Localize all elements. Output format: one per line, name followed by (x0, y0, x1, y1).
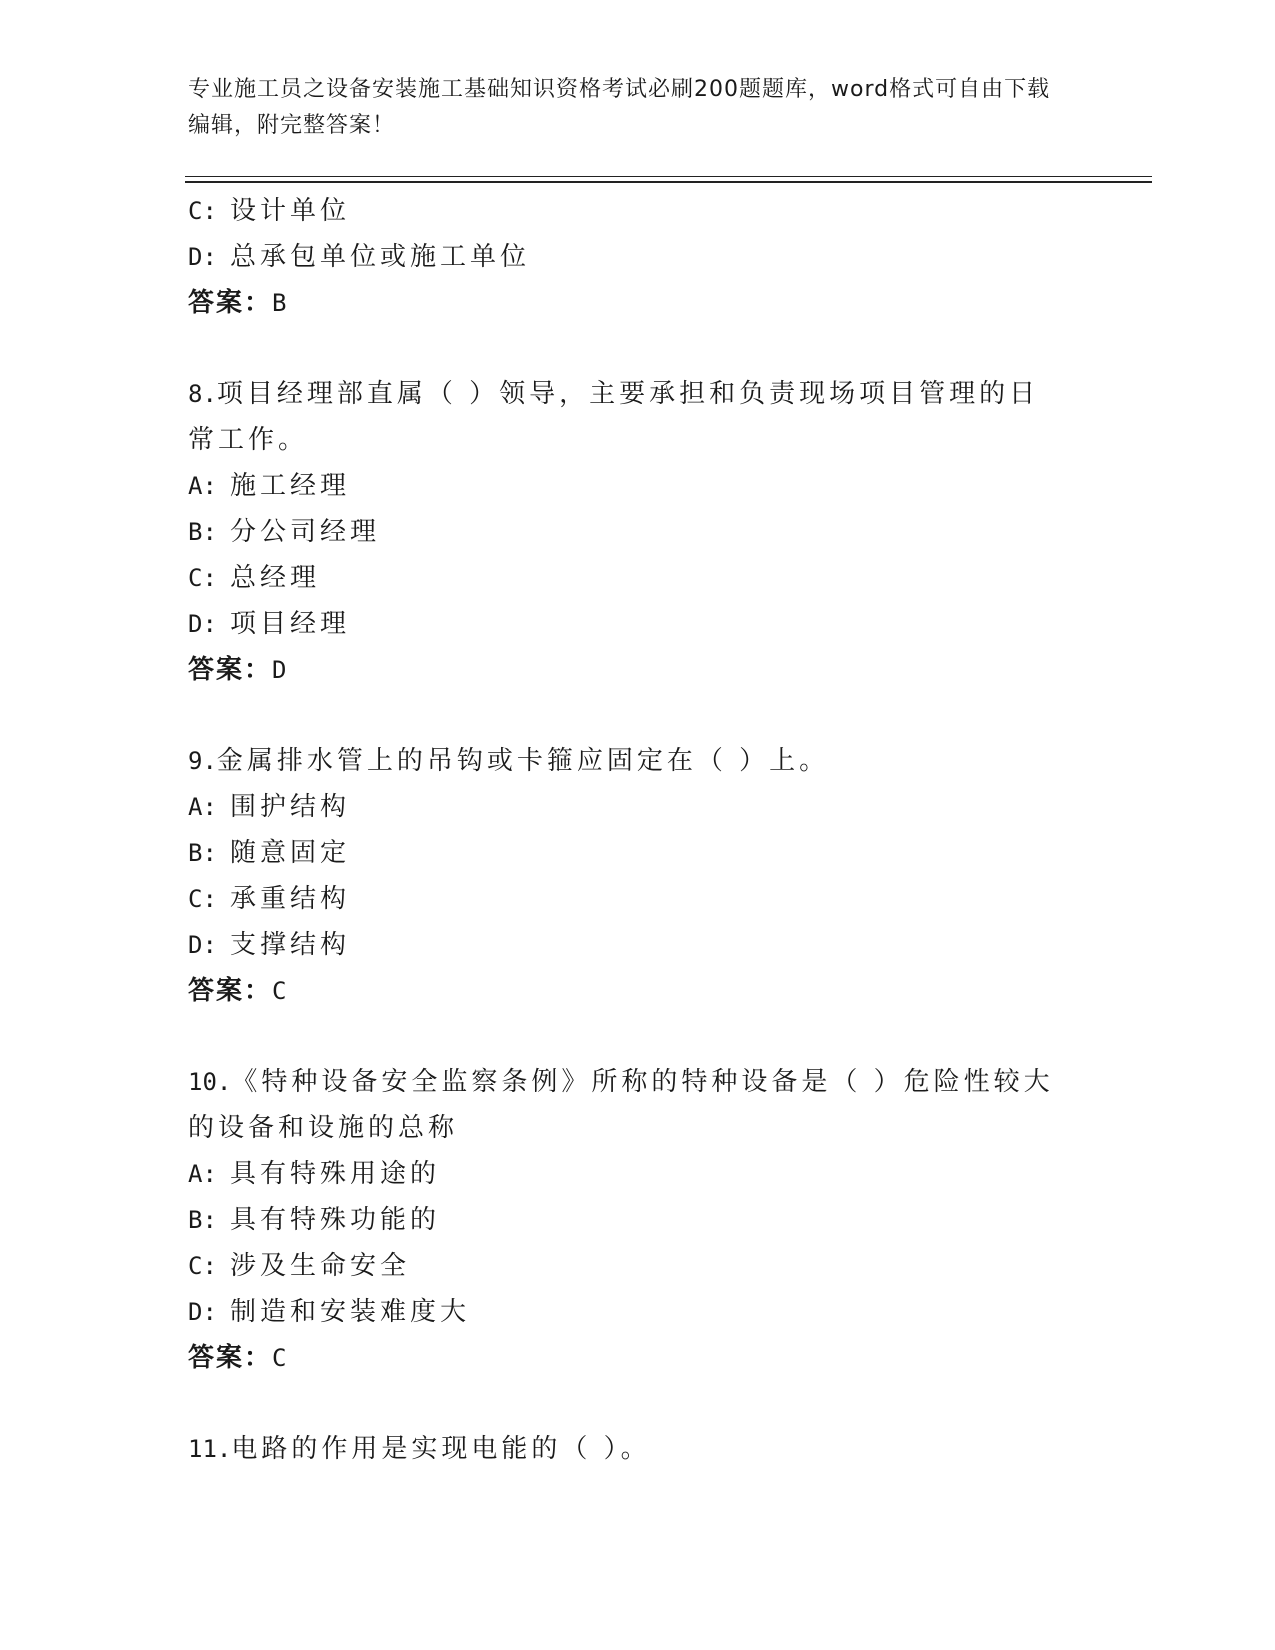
option-a (188, 784, 1088, 830)
option-letter: D: (188, 1298, 217, 1326)
option-text: 涉及生命安全 (230, 1251, 411, 1281)
option-d (188, 1289, 1088, 1335)
question-number: 11. (188, 1435, 232, 1463)
question-number: 10. (188, 1068, 232, 1096)
answer-label: 答案： (188, 655, 273, 685)
question-stem (188, 1059, 1068, 1151)
answer-value: C (272, 1344, 289, 1372)
option-b (188, 830, 1088, 876)
answer-line (188, 647, 1088, 693)
option-c (188, 188, 1088, 234)
option-c (188, 555, 1088, 601)
answer-value: C (272, 977, 289, 1005)
answer-line (188, 968, 1088, 1014)
question-stem (188, 371, 1068, 463)
answer-line (188, 1335, 1088, 1381)
option-text: 具有特殊用途的 (230, 1159, 441, 1189)
option-letter: B: (188, 839, 217, 867)
answer-line (188, 280, 1088, 326)
option-letter: D: (188, 243, 217, 271)
option-d (188, 922, 1088, 968)
option-text: 总承包单位或施工单位 (230, 242, 531, 272)
option-text: 围护结构 (230, 792, 351, 822)
question-content (188, 188, 1088, 1472)
option-letter: C: (188, 885, 217, 913)
question-text: 电路的作用是实现电能的（ ）。 (231, 1434, 651, 1464)
option-text: 承重结构 (230, 884, 351, 914)
answer-label: 答案： (188, 976, 273, 1006)
option-letter: D: (188, 610, 217, 638)
option-letter: B: (188, 518, 217, 546)
question-number: 9. (188, 747, 217, 775)
header-rule-thin (185, 176, 1152, 177)
option-text: 随意固定 (230, 838, 351, 868)
option-d (188, 234, 1088, 280)
option-text: 设计单位 (230, 196, 351, 226)
answer-label: 答案： (188, 288, 273, 318)
option-c (188, 1243, 1088, 1289)
answer-label: 答案： (188, 1343, 273, 1373)
option-a (188, 1151, 1088, 1197)
option-letter: D: (188, 931, 217, 959)
option-letter: C: (188, 564, 217, 592)
option-text: 制造和安装难度大 (230, 1297, 471, 1327)
question-stem (188, 1426, 1068, 1472)
question-text: 《特种设备安全监察条例》所称的特种设备是（ ）危险性较大的设备和设施的总称 (188, 1067, 1054, 1143)
document-header: 专业施工员之设备安装施工基础知识资格考试必刷200题题库，word格式可自由下载编辑，附完整答案！ (188, 77, 1051, 138)
option-text: 总经理 (230, 563, 321, 593)
option-b (188, 1197, 1088, 1243)
answer-value: B (272, 289, 289, 317)
option-letter: A: (188, 793, 217, 821)
option-letter: B: (188, 1206, 217, 1234)
option-letter: A: (188, 1160, 217, 1188)
option-d (188, 601, 1088, 647)
option-text: 项目经理 (230, 609, 351, 639)
option-text: 施工经理 (230, 471, 351, 501)
question-number: 8. (188, 380, 217, 408)
option-a (188, 463, 1088, 509)
option-text: 分公司经理 (230, 517, 381, 547)
question-text: 金属排水管上的吊钩或卡箍应固定在（ ）上。 (216, 746, 830, 776)
answer-value: D (272, 656, 289, 684)
option-text: 具有特殊功能的 (230, 1205, 441, 1235)
header-rule-thick (185, 181, 1152, 183)
question-text: 项目经理部直属（ ）领导，主要承担和负责现场项目管理的日常工作。 (188, 379, 1040, 455)
question-stem (188, 738, 1068, 784)
option-letter: A: (188, 472, 217, 500)
option-c (188, 876, 1088, 922)
option-b (188, 509, 1088, 555)
option-text: 支撑结构 (230, 930, 351, 960)
option-letter: C: (188, 1252, 217, 1280)
option-letter: C: (188, 197, 217, 225)
